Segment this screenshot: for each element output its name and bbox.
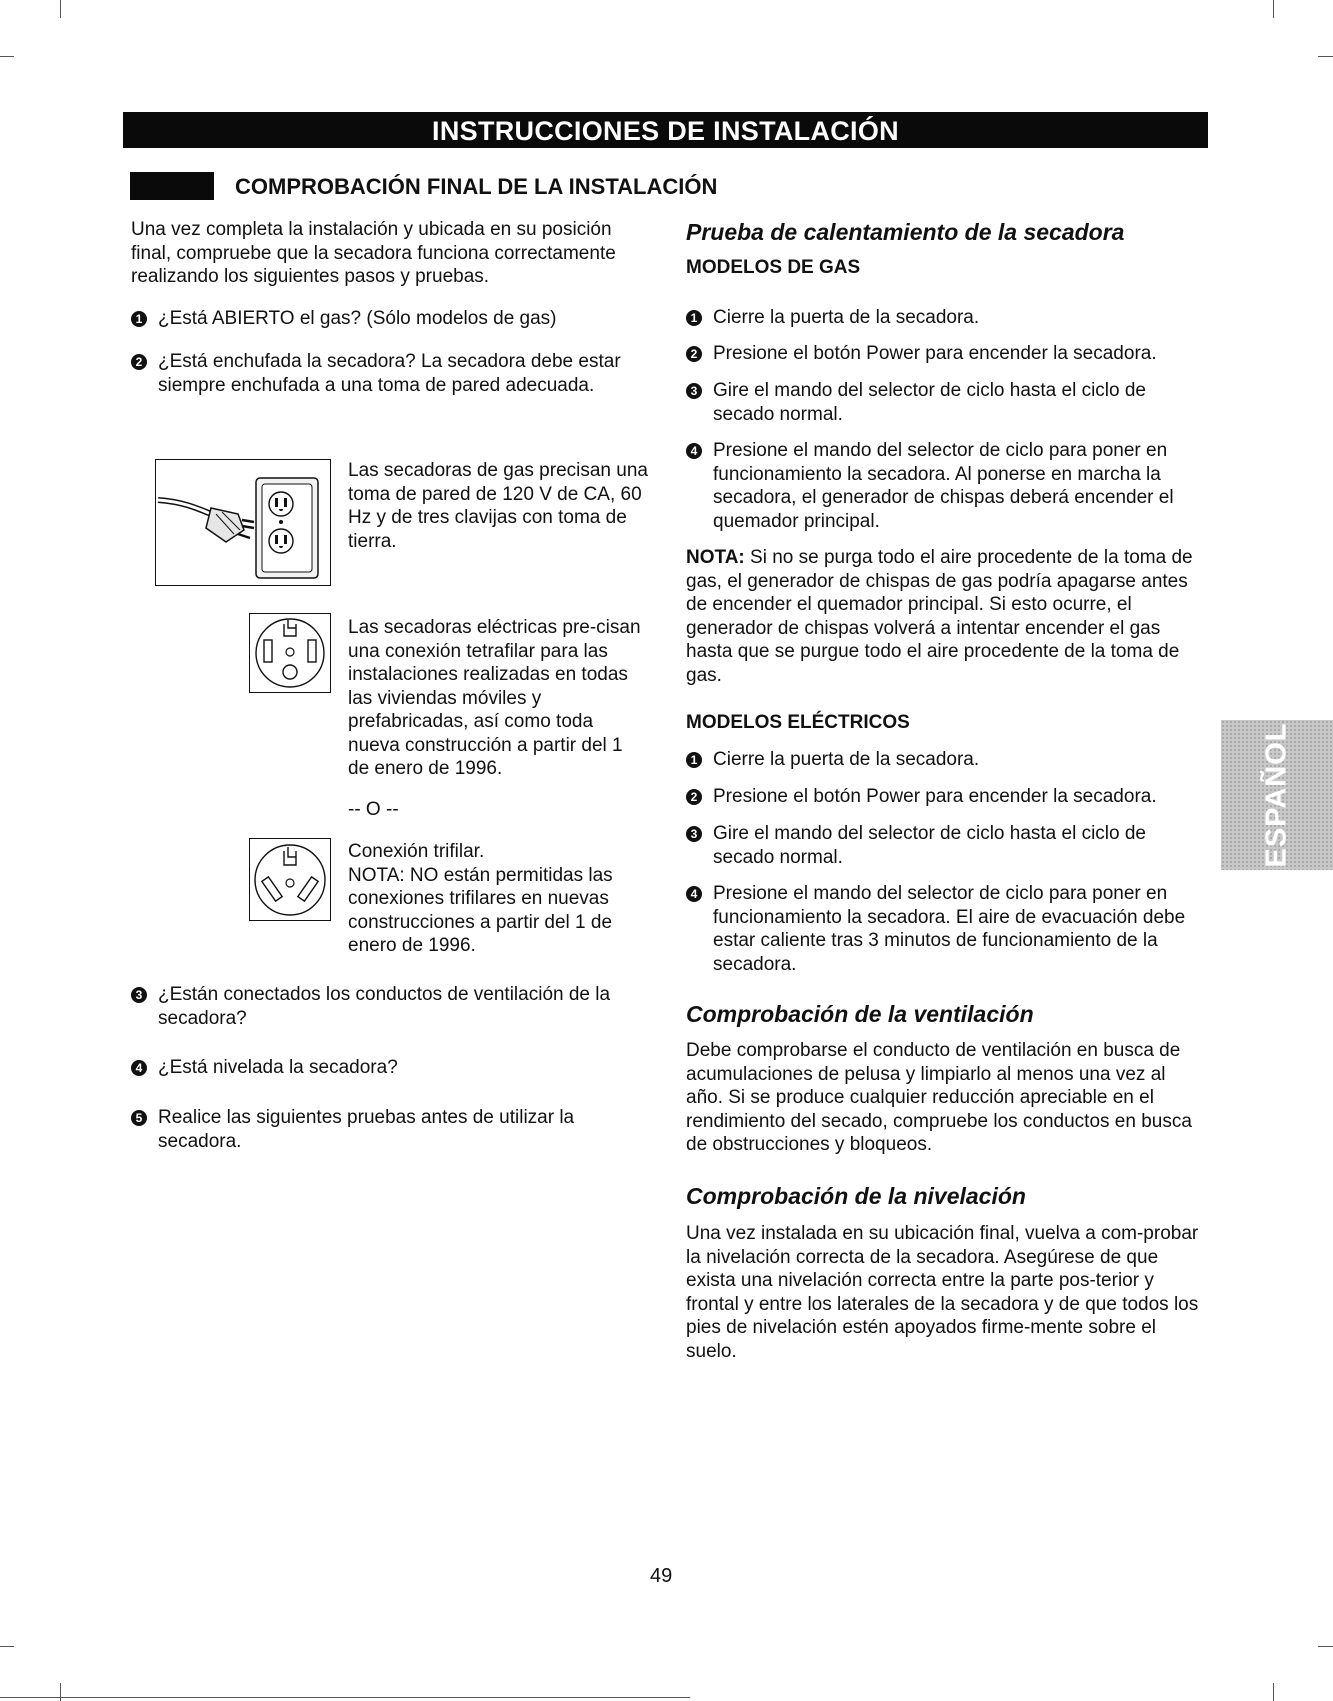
crop-mark [1273,0,1274,18]
plug-outlet-illustration [156,460,330,585]
section-title: COMPROBACIÓN FINAL DE LA INSTALACIÓN [235,174,718,199]
crop-mark [1318,56,1333,57]
note-text: Si no se purga todo el aire procedente de la toma de gas, el generador de chispas de gas podría apagarse antes de encender el quemador principal. Si esto ocurre, el generador de chispas volverá a intentar encender el gas hasta que se purgue todo el aire procedente de la toma de gas. [686,547,1193,686]
list-item: 2 ¿Está enchufada la secadora? La secadora debe estar siempre enchufada a una toma de pared adecuada. [131,350,651,397]
level-check-text: Una vez instalada en su ubicación final, vuelva a com-probar la nivelación correcta de la secadora. Asegúrese de que exista una nivelación correcta entre la parte pos-terior y frontal y entre los laterales de la secadora y de que todos los pies de nivelación estén apoyados firme-mente sobre el suelo. [686,1223,1199,1362]
or-separator: -- O -- [348,799,399,820]
list-item: 2 Presione el botón Power para encender la secadora. [686,342,1206,366]
page-banner: INSTRUCCIONES DE INSTALACIÓN [123,112,1208,148]
intro-paragraph: Una vez completa la instalación y ubicada en su posición final, compruebe que la secadora funciona correctamente realizando los siguientes pasos y pruebas. [131,219,616,287]
list-item: 1 ¿Está ABIERTO el gas? (Sólo modelos de gas) [131,307,651,331]
crop-mark [0,1646,14,1647]
four-wire-description: Las secadoras eléctricas pre-cisan una conexión tetrafilar para las instalaciones realizadas en todas las viviendas móviles y prefabricadas, así como toda nueva construcción a partir del 1 de enero de 1996. [348,617,641,779]
list-item: 4 Presione el mando del selector de ciclo para poner en funcionamiento la secadora. Al ponerse en marcha la secadora, el generador de chispas deberá encender el quemador principal. [686,439,1206,533]
four-wire-outlet-figure [249,613,331,693]
crop-mark [1318,1646,1333,1647]
vent-check-heading: Comprobación de la ventilación [686,1001,1034,1027]
vent-check-text: Debe comprobarse el conducto de ventilación en busca de acumulaciones de pelusa y limpiarlo al menos una vez al año. Si se produce cualquier reducción apreciable en el rendimiento del secado, compruebe los conductos en busca de obstrucciones y bloqueos. [686,1040,1192,1155]
list-item: 3 Gire el mando del selector de ciclo hasta el ciclo de secado normal. [686,379,1206,426]
list-item: 4 ¿Está nivelada la secadora? [131,1056,651,1080]
list-item: 5 Realice las siguientes pruebas antes de utilizar la secadora. [131,1106,651,1153]
list-item: 4 Presione el mando del selector de ciclo para poner en funcionamiento la secadora. El aire de evacuación debe estar caliente tras 3 minutos de funcionamiento de la secadora. [686,882,1206,976]
crop-mark [60,1683,61,1701]
list-item: 2 Presione el botón Power para encender la secadora. [686,785,1206,809]
three-wire-outlet-figure [249,838,331,921]
electric-models-heading: MODELOS ELÉCTRICOS [686,712,910,733]
list-item: 3 Gire el mando del selector de ciclo hasta el ciclo de secado normal. [686,822,1206,869]
list-item: 1 Cierre la puerta de la secadora. [686,748,1206,772]
list-item: 1 Cierre la puerta de la secadora. [686,306,1206,330]
three-wire-title: Conexión trifilar. [348,841,485,862]
crop-mark [1273,1683,1274,1701]
bottom-rule [0,1697,690,1698]
language-side-tab [1221,720,1333,870]
plug-outlet-figure [155,459,331,586]
four-wire-outlet-illustration [250,614,330,692]
level-check-heading: Comprobación de la nivelación [686,1183,1026,1209]
gas-models-heading: MODELOS DE GAS [686,257,861,278]
gas-outlet-description: Las secadoras de gas precisan una toma de pared de 120 V de CA, 60 Hz y de tres clavijas con toma de tierra. [348,460,648,552]
crop-mark [0,56,14,57]
side-tab-label: ESPAÑOL [1260,722,1293,868]
three-wire-note: NOTA: NO están permitidas las conexiones trifilares en nuevas construcciones a partir del 1 de enero de 1996. [348,864,613,956]
three-wire-outlet-illustration [250,839,330,920]
crop-mark [60,0,61,18]
page-number: 49 [650,1565,673,1587]
heating-test-heading: Prueba de calentamiento de la secadora [686,219,1125,245]
three-wire-section [348,840,648,958]
section-marker [130,172,214,200]
note-label: NOTA: [686,547,745,568]
gas-note [686,546,1204,687]
list-item: 3 ¿Están conectados los conductos de ventilación de la secadora? [131,983,651,1030]
